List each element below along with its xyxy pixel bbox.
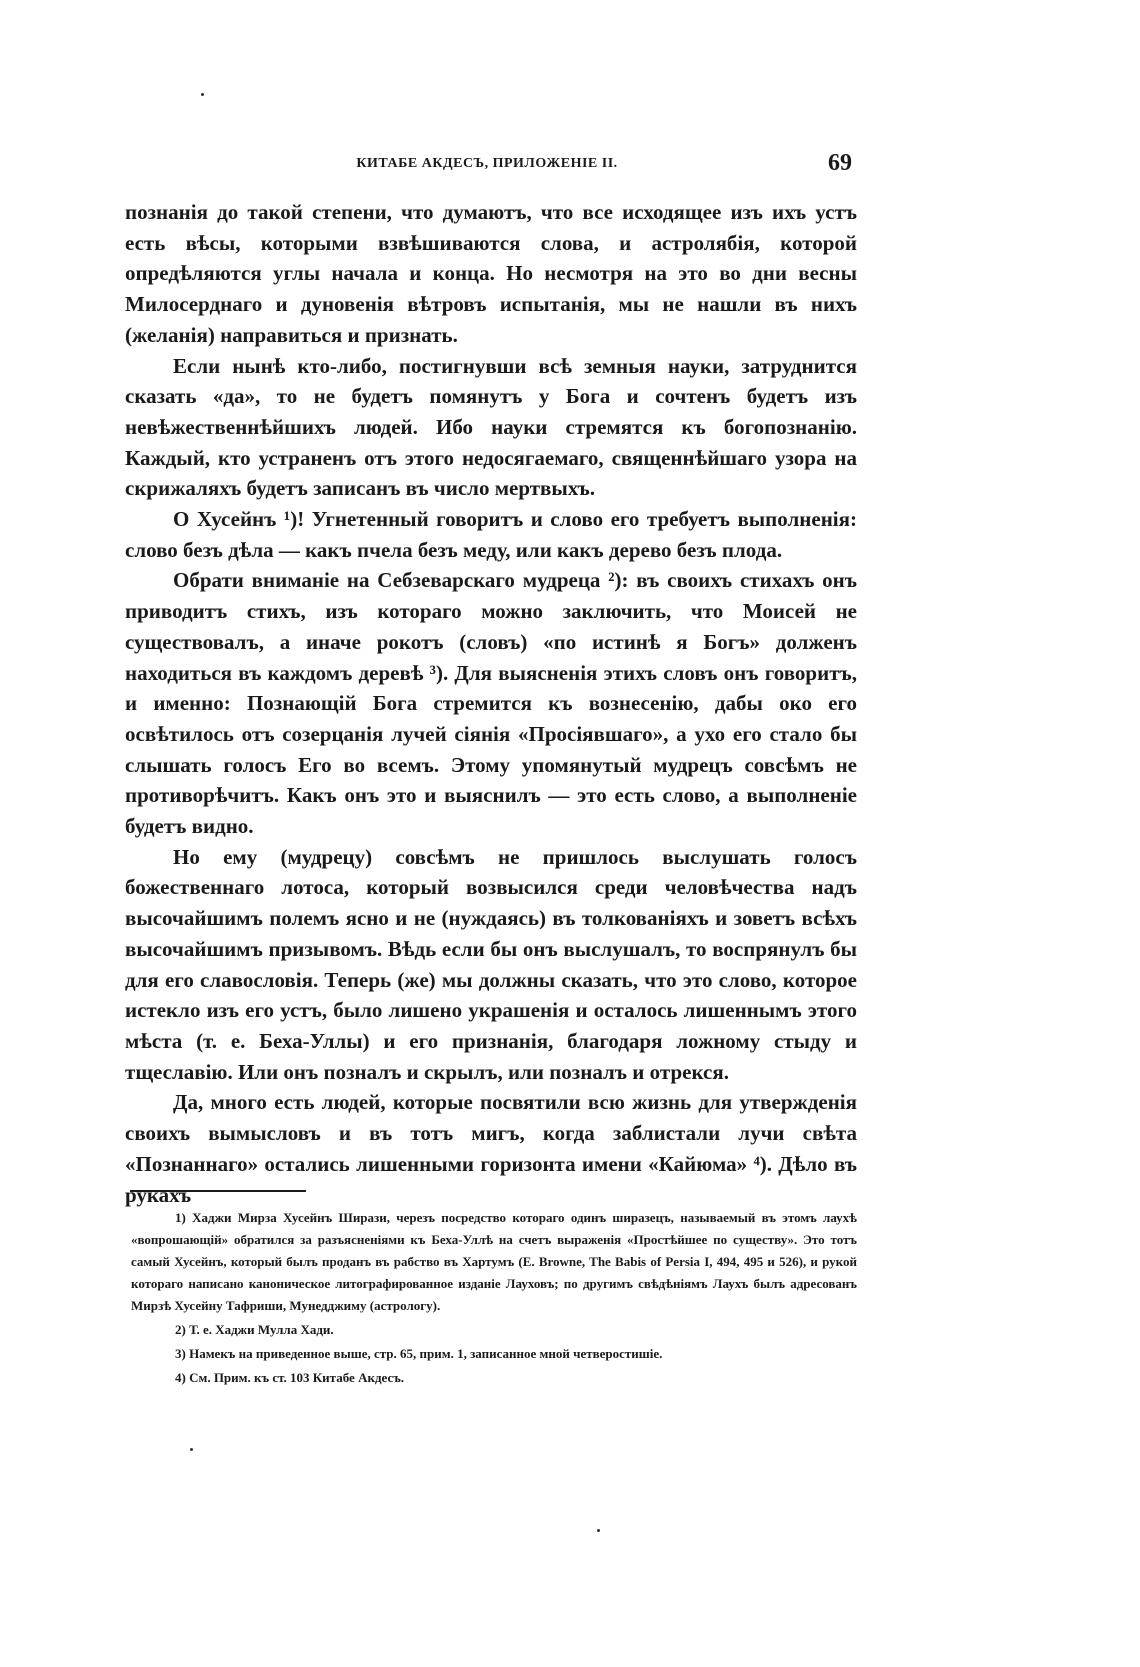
footnote-divider bbox=[130, 1190, 306, 1192]
paragraph: Но ему (мудрецу) совсѣмъ не пришлось выслушать голосъ божественнаго лотоса, который возвысился среди человѣчества надъ высочайшимъ полемъ ясно и не (нуждаясь) въ толкованіяхъ и зоветъ всѣхъ высочайшимъ призывомъ. Вѣдь если бы онъ выслушалъ, то воспрянулъ бы для его славословія. Теперь (же) мы должны сказать, что это слово, которое истекло изъ его устъ, было лишено украшенія и осталось лишеннымъ этого мѣста (т. е. Беха-Уллы) и его признанія, благодаря ложному стыду и тщеславію. Или онъ позналъ и скрылъ, или позналъ и отрекся. bbox=[125, 844, 857, 1084]
scan-speck bbox=[597, 1529, 600, 1532]
footnote: 2) Т. е. Хаджи Мулла Хади. bbox=[175, 1322, 334, 1337]
paragraph: Обрати вниманіе на Себзеварскаго мудреца ²): въ своихъ стихахъ онъ приводитъ стихъ, изъ котораго можно заключить, что Моисей не существовалъ, а иначе рокотъ (словъ) «по истинѣ я Богъ» долженъ находиться въ каждомъ деревѣ ³). Для выясненія этихъ словъ онъ говоритъ, и именно: Познающій Бога стремится къ вознесенію, дабы око его освѣтилось отъ созерцанія лучей сіянія «Просіявшаго», а ухо его стало бы слышать голосъ Его во всемъ. Этому упомянутый мудрецъ совсѣмъ не противорѣчитъ. Какъ онъ это и выяснилъ — это есть слово, а выполненіе будетъ видно. bbox=[125, 568, 857, 839]
paragraph: Да, много есть людей, которые посвятили всю жизнь для утвержденія своихъ вымысловъ и въ тотъ мигъ, когда заблистали лучи свѣта «Познаннаго» остались лишенными горизонта имени «Кайюма» ⁴). Дѣло въ рукахъ bbox=[125, 1090, 857, 1207]
footnotes bbox=[131, 1207, 857, 1389]
footnote: 4) См. Прим. къ ст. 103 Китабе Акдесъ. bbox=[175, 1370, 405, 1385]
scan-speck bbox=[201, 93, 204, 96]
page-number: 69 bbox=[828, 150, 852, 176]
running-title: КИТАБЕ АКДЕСЪ, ПРИЛОЖЕНIЕ II. bbox=[356, 156, 618, 171]
footnote: 1) Хаджи Мирза Хусейнъ Ширази, черезъ посредство котораго одинъ ширазецъ, называемый въ этомъ лаухѣ «вопрошающій» обратился за разъясненіями къ Беха-Уллѣ на счетъ выраженія «Простѣйшее по существу». Это тотъ самый Хусейнъ, который былъ проданъ въ рабство въ Хартумъ (E. Browne, The Babis of Persia I, 494, 495 и 526), и рукой котораго написано каноническое литографированное изданіе Лауховъ; по другимъ свѣдѣніямъ Лаухъ былъ адресованъ Мирзѣ Хусейну Тафриши, Мунедджиму (астрологу). bbox=[131, 1210, 857, 1313]
paragraph: О Хусейнъ ¹)! Угнетенный говоритъ и слово его требуетъ выполненія: слово безъ дѣла — какъ пчела безъ меду, или какъ дерево безъ плода. bbox=[125, 507, 857, 562]
paragraph: Если нынѣ кто-либо, постигнувши всѣ земныя науки, затруднится сказать «да», то не будетъ помянутъ у Бога и сочтенъ будетъ изъ невѣжественнѣйшихъ людей. Ибо науки стремятся къ богопознанію. Каждый, кто устраненъ отъ этого недосягаемаго, священнѣйшаго узора на скрижаляхъ будетъ записанъ въ число мертвыхъ. bbox=[125, 353, 857, 501]
paragraph: познанія до такой степени, что думаютъ, что все исходящее изъ ихъ устъ есть вѣсы, которыми взвѣшиваются слова, и астролябія, которой опредѣляются углы начала и конца. Но несмотря на это во дни весны Милосерднаго и дуновенія вѣтровъ испытанія, мы не нашли въ нихъ (желанія) направиться и признать. bbox=[125, 200, 857, 347]
page-header bbox=[122, 150, 852, 180]
main-text bbox=[125, 197, 857, 1210]
scan-speck bbox=[190, 1448, 193, 1451]
footnote: 3) Намекъ на приведенное выше, стр. 65, прим. 1, записанное мной четверостишіе. bbox=[175, 1346, 663, 1361]
